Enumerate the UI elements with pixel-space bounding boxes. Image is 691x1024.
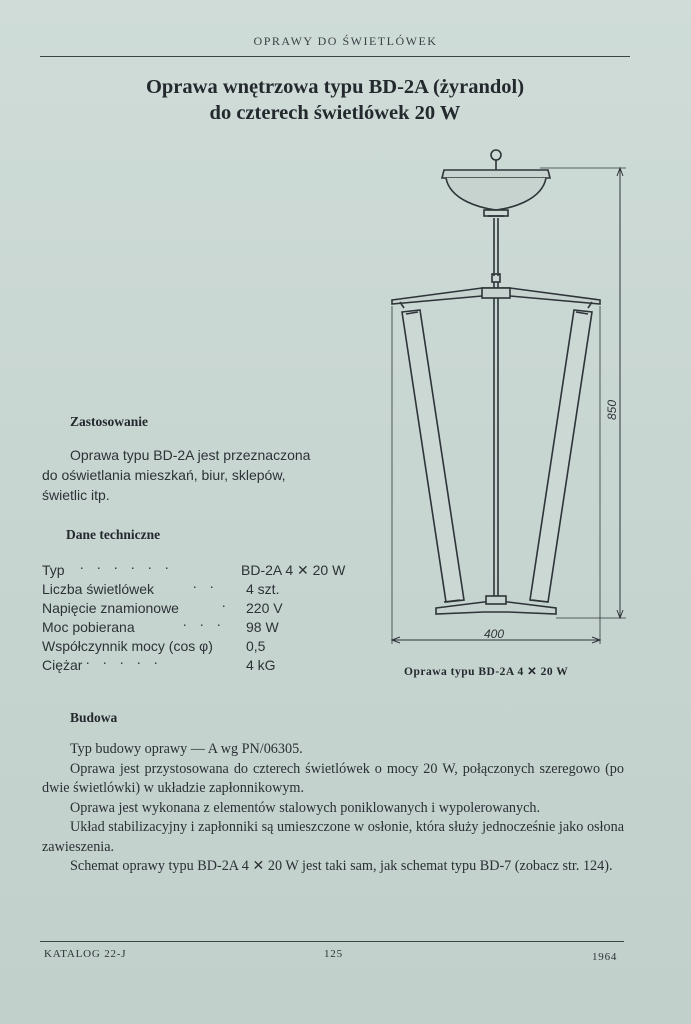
width-label: 400 — [484, 627, 505, 641]
header-rule — [40, 56, 630, 57]
budowa-paragraph: Schemat oprawy typu BD-2A 4 ✕ 20 W jest taki sam, jak schemat typu BD-7 (zobacz str. 124). — [70, 858, 613, 874]
canopy — [442, 170, 550, 178]
page-title — [60, 74, 610, 126]
spec-label: Liczba świetlówek — [42, 581, 155, 597]
height-label: 850 — [605, 399, 619, 420]
spec-label: Typ — [42, 562, 65, 578]
figure-caption: Oprawa typu BD-2A 4 ✕ 20 W — [404, 666, 569, 678]
budowa-text — [42, 740, 624, 877]
budowa-paragraph: Oprawa jest wykonana z elementów stalowych poniklowanych i wypolerowanych. — [70, 799, 541, 816]
footer-rule — [40, 941, 624, 942]
zastosowanie-line-2: do oświetlania mieszkań, biur, sklepów, — [42, 467, 286, 483]
spec-value: 4 szt. — [246, 581, 280, 597]
spec-dots: . . . . . . — [80, 558, 174, 573]
zastosowanie-heading: Zastosowanie — [70, 414, 149, 429]
budowa-paragraph: Układ stabilizacyjny i zapłonniki są umieszczone w osłonie, która służy jednocześnie jako osłona zawieszenia. — [42, 819, 624, 855]
title-line-1: Oprawa wnętrzowa typu BD-2A (żyrandol) — [145, 76, 525, 98]
tube-right — [530, 310, 592, 602]
spec-value: 4 kG — [246, 657, 276, 673]
title-line-2: do czterech świetlówek 20 W — [209, 102, 461, 124]
footer-catalog: KATALOG 22-J — [44, 948, 127, 960]
fixture-drawing — [380, 140, 640, 660]
spec-label: Współczynnik mocy (cos φ) — [42, 638, 213, 654]
spec-dots: . — [222, 596, 231, 611]
running-head: OPRAWY DO ŚWIETLÓWEK — [253, 34, 438, 48]
tube-left — [402, 310, 464, 602]
budowa-heading: Budowa — [70, 710, 118, 725]
spec-label: Ciężar — [42, 657, 83, 673]
spec-value: 220 V — [246, 600, 283, 616]
spec-label: Napięcie znamionowe — [42, 600, 179, 616]
page-number: 125 — [324, 948, 343, 960]
spec-value: 0,5 — [246, 638, 266, 654]
spec-dots: . . — [193, 577, 219, 592]
dane-heading: Dane techniczne — [66, 527, 161, 542]
budowa-paragraph: Typ budowy oprawy — A wg PN/06305. — [70, 741, 303, 757]
spec-dots: . . . — [183, 615, 226, 630]
footer-year: 1964 — [592, 951, 618, 963]
budowa-paragraph: Oprawa jest przystosowana do czterech świetlówek o mocy 20 W, połączonych szeregowo (po dwie świetlówki) w układzie zapłonnikowym. — [42, 760, 624, 796]
spec-dots: . . . . . — [86, 653, 163, 668]
zastosowanie-line-3: świetlic itp. — [42, 487, 110, 503]
zastosowanie-line-1: Oprawa typu BD-2A jest przeznaczona — [70, 447, 311, 463]
hook-ring — [491, 150, 501, 160]
spec-label: Moc pobierana — [42, 619, 135, 635]
spec-value: 98 W — [246, 619, 279, 635]
spec-value: BD-2A 4 ✕ 20 W — [241, 562, 346, 578]
